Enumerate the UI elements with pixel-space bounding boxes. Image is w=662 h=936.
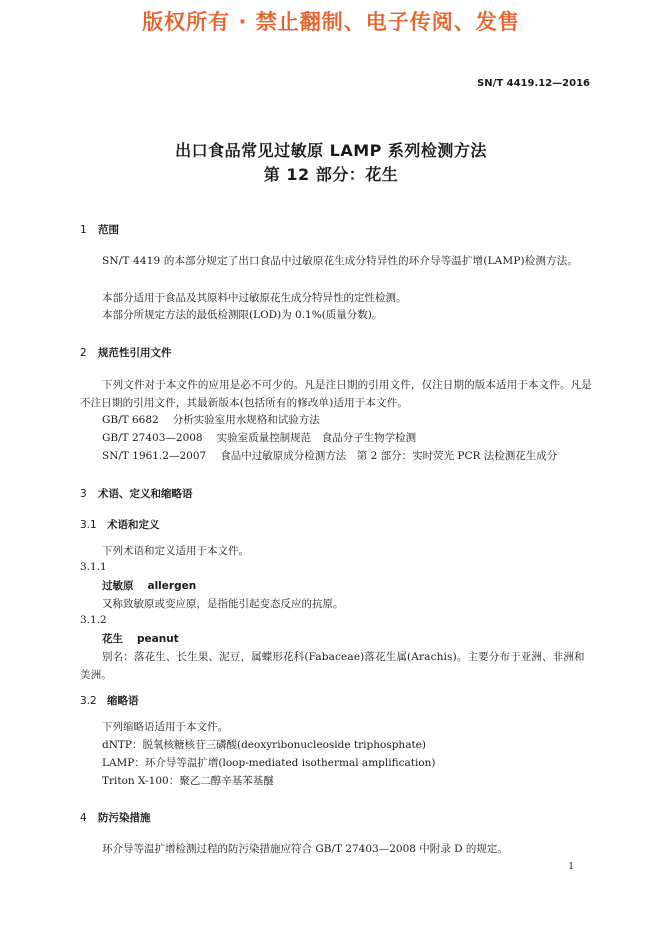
subsection-number: 3.1 bbox=[80, 519, 97, 531]
term-allergen bbox=[102, 578, 196, 593]
term-definition: 又称致敏原或变应原，是指能引起变态反应的抗原。 bbox=[102, 598, 344, 610]
abbreviation-item: dNTP：脱氧核糖核苷三磷酸(deoxyribonucleoside triphosphate) bbox=[102, 739, 426, 751]
section-heading-contamination bbox=[80, 810, 151, 825]
reference-item bbox=[102, 412, 320, 427]
page-number: 1 bbox=[568, 862, 574, 872]
reference-item bbox=[102, 430, 416, 445]
reference-code: SN/T 1961.2—2007 bbox=[102, 450, 207, 462]
term-cn: 花生 bbox=[102, 633, 123, 645]
watermark-banner: 版权所有 · 禁止翻制、电子传阅、发售 bbox=[142, 10, 520, 34]
term-cn: 过敏原 bbox=[102, 580, 134, 592]
document-subtitle: 第 12 部分：花生 bbox=[263, 165, 399, 184]
references-paragraph: 下列文件对于本文件的应用是必不可少的。凡是注日期的引用文件，仅注日期的版本适用于本文件。凡是不注日期的引用文件，其最新版本(包括所有的修改单)适用于本文件。 bbox=[80, 379, 592, 409]
scope-paragraph-3: 本部分所规定方法的最低检测限(LOD)为 0.1%(质量分数)。 bbox=[102, 309, 383, 321]
reference-name: 食品中过敏原成分检测方法 第 2 部分：实时荧光 PCR 法检测花生成分 bbox=[220, 450, 558, 462]
scope-paragraph-2: 本部分适用于食品及其原料中过敏原花生成分特异性的定性检测。 bbox=[102, 292, 407, 304]
section-number: 1 bbox=[80, 224, 87, 236]
clause-number: 3.1.2 bbox=[80, 614, 107, 626]
abbreviations-intro: 下列缩略语适用于本文件。 bbox=[102, 721, 228, 733]
section-heading-terms bbox=[80, 486, 193, 501]
reference-code: GB/T 6682 bbox=[102, 414, 159, 426]
section-number: 2 bbox=[80, 347, 87, 359]
section-title: 术语、定义和缩略语 bbox=[98, 488, 193, 500]
terms-intro: 下列术语和定义适用于本文件。 bbox=[102, 545, 249, 557]
section-title: 规范性引用文件 bbox=[98, 347, 172, 359]
abbreviation-item: LAMP：环介导等温扩增(loop-mediated isothermal amplification) bbox=[102, 757, 436, 769]
subsection-number: 3.2 bbox=[80, 695, 97, 707]
reference-name: 分析实验室用水规格和试验方法 bbox=[172, 414, 320, 426]
term-en: peanut bbox=[137, 633, 179, 645]
section-title: 防污染措施 bbox=[98, 812, 151, 824]
section-heading-scope bbox=[80, 222, 119, 237]
section-title: 范围 bbox=[98, 224, 119, 236]
section-number: 3 bbox=[80, 488, 87, 500]
section-number: 4 bbox=[80, 812, 87, 824]
term-definition: 别名：落花生、长生果、泥豆，属蝶形花科(Fabaceae)落花生属(Arachis)。主要分布于亚洲、非洲和美洲。 bbox=[80, 651, 585, 681]
clause-number: 3.1.1 bbox=[80, 561, 107, 573]
document-title: 出口食品常见过敏原 LAMP 系列检测方法 bbox=[175, 141, 487, 160]
subsection-heading-terms-definitions bbox=[80, 517, 160, 532]
subsection-title: 缩略语 bbox=[107, 695, 139, 707]
subsection-title: 术语和定义 bbox=[107, 519, 160, 531]
reference-name: 实验室质量控制规范 食品分子生物学检测 bbox=[216, 432, 417, 444]
contamination-paragraph: 环介导等温扩增检测过程的防污染措施应符合 GB/T 27403—2008 中附录 D 的规定。 bbox=[102, 843, 508, 855]
subsection-heading-abbreviations bbox=[80, 693, 139, 708]
term-peanut bbox=[102, 631, 179, 646]
abbreviation-item: Triton X-100：聚乙二醇辛基苯基醚 bbox=[102, 775, 274, 787]
term-en: allergen bbox=[147, 580, 197, 592]
scope-paragraph-1: SN/T 4419 的本部分规定了出口食品中过敏原花生成分特异性的环介导等温扩增(LAMP)检测方法。 bbox=[102, 255, 579, 267]
reference-code: GB/T 27403—2008 bbox=[102, 432, 203, 444]
reference-item bbox=[102, 448, 557, 463]
section-heading-references bbox=[80, 345, 172, 360]
standard-number: SN/T 4419.12—2016 bbox=[477, 78, 590, 89]
